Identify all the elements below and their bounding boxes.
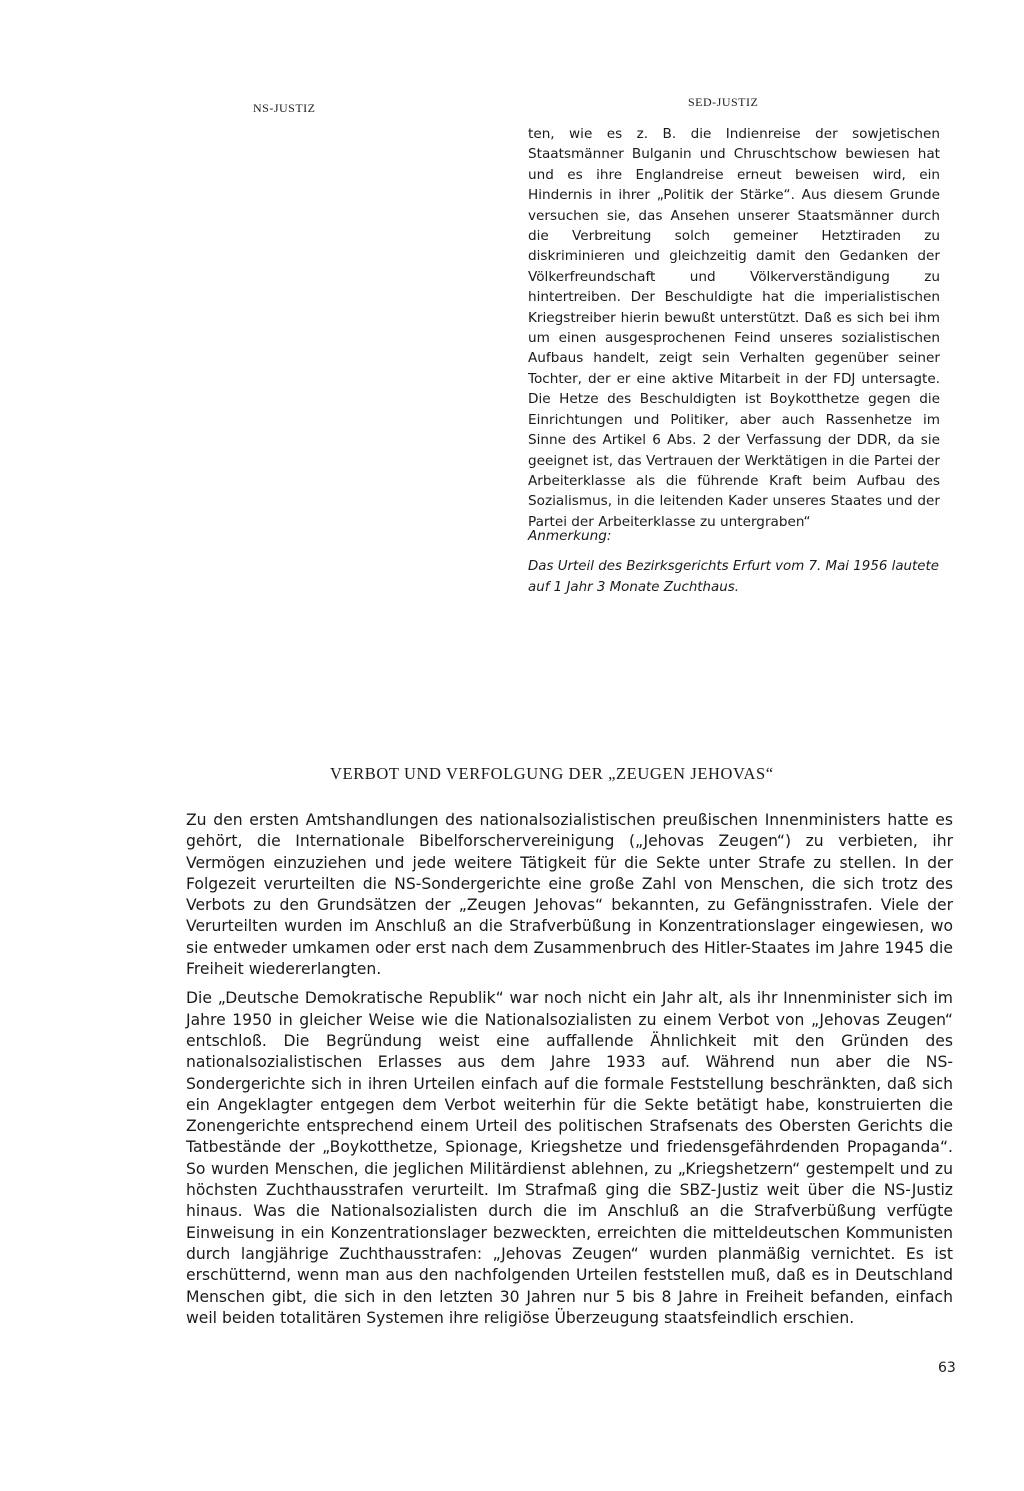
note-body [528, 556, 940, 598]
running-head-left: NS-JUSTIZ [253, 101, 316, 115]
section-body [186, 810, 953, 1337]
note-text: Das Urteil des Bezirksgerichts Erfurt vom 7. Mai 1956 lautete auf 1 Jahr 3 Monate Zuchthaus. [528, 559, 940, 595]
running-head-right: SED-JUSTIZ [688, 95, 759, 109]
section-paragraph: Zu den ersten Amtshandlungen des nationalsozialistischen preußischen Innenministers hatte es gehört, die Internationale Bibelforschervereinigung („Jehovas Zeugen“) zu verbieten, ihr Vermögen einzuziehen und jede weitere Tätigkeit für die Sekte unter Strafe zu stellen. In der Folgezeit verurteilten die NS-Sondergerichte eine große Zahl von Menschen, die sich trotz des Verbots zu den Grundsätzen der „Zeugen Jehovas“ bekannten, zu Gefängnisstrafen. Viele der Verurteilten wurden im Anschluß an die Strafverbüßung in Konzentrationslager eingewiesen, wo sie entweder umkamen oder erst nach dem Zusammenbruch des Hitler-Staates im Jahre 1945 die Freiheit wiedererlangten. [186, 811, 953, 979]
section-paragraph: Die „Deutsche Demokratische Republik“ war noch nicht ein Jahr alt, als ihr Innenminister sich im Jahre 1950 in gleicher Weise wie die Nationalsozialisten zu einem Verbot von „Jehovas Zeugen“ entschloß. Die Begründung weist eine auffallende Ähnlichkeit mit den Gründen des nationalsozialistischen Erlasses aus dem Jahre 1933 auf. Während nun aber die NS-Sondergerichte sich in ihren Urteilen einfach auf die formale Feststellung beschränkten, daß sich ein Angeklagter entgegen dem Verbot weiterhin für die Sekte betätigt habe, konstruierten die Zonengerichte entsprechend einem Urteil des politischen Strafsenats des Obersten Gerichts die Tatbestände der „Boykotthetze, Spionage, Kriegshetze und friedensgefährdenden Propaganda“. So wurden Menschen, die jeglichen Militärdienst ablehnen, zu „Kriegshetzern“ gestempelt und zu höchsten Zuchthausstrafen verurteilt. Im Strafmaß ging die SBZ-Justiz weit über die NS-Justiz hinaus. Was die Nationalsozialisten durch die im Anschluß an die Strafverbüßung verfügte Einweisung in ein Konzentrationslager bezweckten, erreichten die mitteldeutschen Kommunisten durch langjährige Zuchthausstrafen: „Jehovas Zeugen“ wurden planmäßig vernichtet. Es ist erschütternd, wenn man aus den nachfolgenden Urteilen feststellen muß, daß es in Deutschland Menschen gibt, die sich in den letzten 30 Jahren nur 5 bis 8 Jahre in Freiheit befanden, einfach weil beiden totalitären Systemen ihre religiöse Überzeugung staatsfeindlich erschien. [186, 989, 953, 1327]
note-label: Anmerkung: [528, 528, 612, 544]
section-title: VERBOT UND VERFOLGUNG DER „ZEUGEN JEHOVAS“ [330, 764, 774, 783]
right-column-paragraph: ten, wie es z. B. die Indienreise der sowjetischen Staatsmänner Bulganin und Chruschtschow bewiesen hat und es ihre Englandreise erneut beweisen wird, ein Hindernis in ihrer „Politik der Stärke“. Aus diesem Grunde versuchen sie, das Ansehen unserer Staatsmänner durch die Verbreitung solch gemeiner Hetztiraden zu diskriminieren und gleichzeitig damit den Gedanken der Völkerfreundschaft und Völkerverständigung zu hintertreiben. Der Beschuldigte hat die imperialistischen Kriegstreiber hierin bewußt unterstützt. Daß es sich bei ihm um einen ausgesprochenen Feind unseres sozialistischen Aufbaus handelt, zeigt sein Verhalten gegenüber seiner Tochter, der er eine aktive Mitarbeit in der FDJ untersagte. Die Hetze des Beschuldigten ist Boykotthetze gegen die Einrichtungen und Politiker, aber auch Rassenhetze im Sinne des Artikel 6 Abs. 2 der Verfassung der DDR, da sie geeignet ist, das Vertrauen der Werktätigen in die Partei der Arbeiterklasse als die führende Kraft beim Aufbau des Sozialismus, in die leitenden Kader unseres Staates und der Partei der Arbeiterklasse zu untergraben“ [528, 126, 940, 530]
right-column-text [528, 124, 940, 532]
page-number: 63 [938, 1360, 956, 1376]
